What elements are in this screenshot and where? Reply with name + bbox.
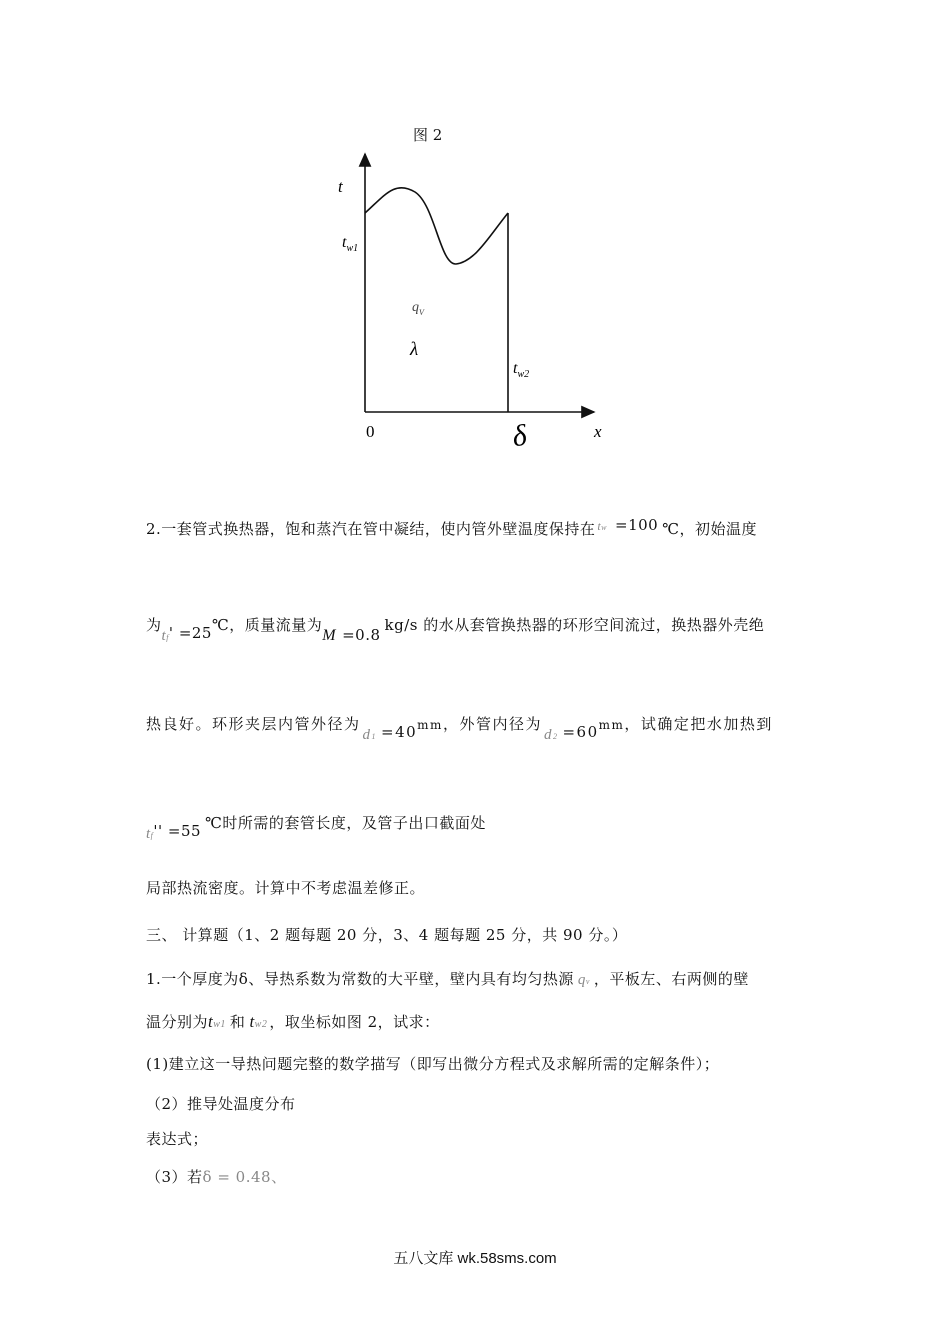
question-3: （3）若δ = 0.48、	[146, 1168, 287, 1186]
problem2-line2: 为tf' =25℃，质量流量为M =0.8kg/s 的水从套管换热器的环形空间流过，换热器外壳绝	[146, 616, 765, 644]
tw1-label: $t_{w1}$	[342, 234, 359, 254]
section3-problem1-line2: 温分别为tw1 和 tw2 ，取坐标如图 2，试求：	[146, 1012, 440, 1031]
question-2: （2）推导处温度分布	[146, 1095, 296, 1113]
tw2-label: $t_{w2}$	[513, 360, 530, 380]
footer-watermark: 五八文库 wk.58sms.com	[393, 1250, 557, 1267]
problem2-line5: 局部热流密度。计算中不考虑温差修正。	[146, 879, 426, 897]
section3-problem1-line1: 1.一个厚度为δ、导热系数为常数的大平壁，壁内具有均匀热源 qv ，平板左、右两侧的壁	[146, 970, 749, 988]
problem2-line4: tf'' =55 ℃时所需的套管长度，及管子出口截面处	[146, 814, 486, 842]
figure-caption: 图 2	[413, 126, 443, 144]
question-1: (1)建立这一导热问题完整的数学描写（即写出微分方程式及求解所需的定解条件）；	[146, 1055, 720, 1073]
lambda-label: λ	[410, 339, 419, 360]
origin-label: 0	[366, 422, 375, 441]
question-2-continued: 表达式；	[146, 1130, 209, 1148]
problem2-line1: 2.一套管式换热器，饱和蒸汽在管中凝结，使内管外壁温度保持在 $^{tw}$ =100 ℃，初始温度	[146, 516, 757, 538]
qv-label: $q_V$	[412, 300, 424, 317]
temperature-profile-figure	[0, 0, 950, 460]
section3-heading: 三、 计算题（1、2 题每题 20 分，3、4 题每题 25 分，共 90 分。）	[146, 926, 628, 944]
problem2-line3: 热良好。环形夹层内管外径为d1 =40mm，外管内径为d2 =60mm，试确定把水加热到	[146, 715, 773, 743]
axis-x-label: x	[594, 422, 602, 441]
delta-label: δ	[510, 418, 529, 454]
temperature-curve	[365, 188, 508, 264]
axis-t-label: t	[338, 177, 343, 196]
